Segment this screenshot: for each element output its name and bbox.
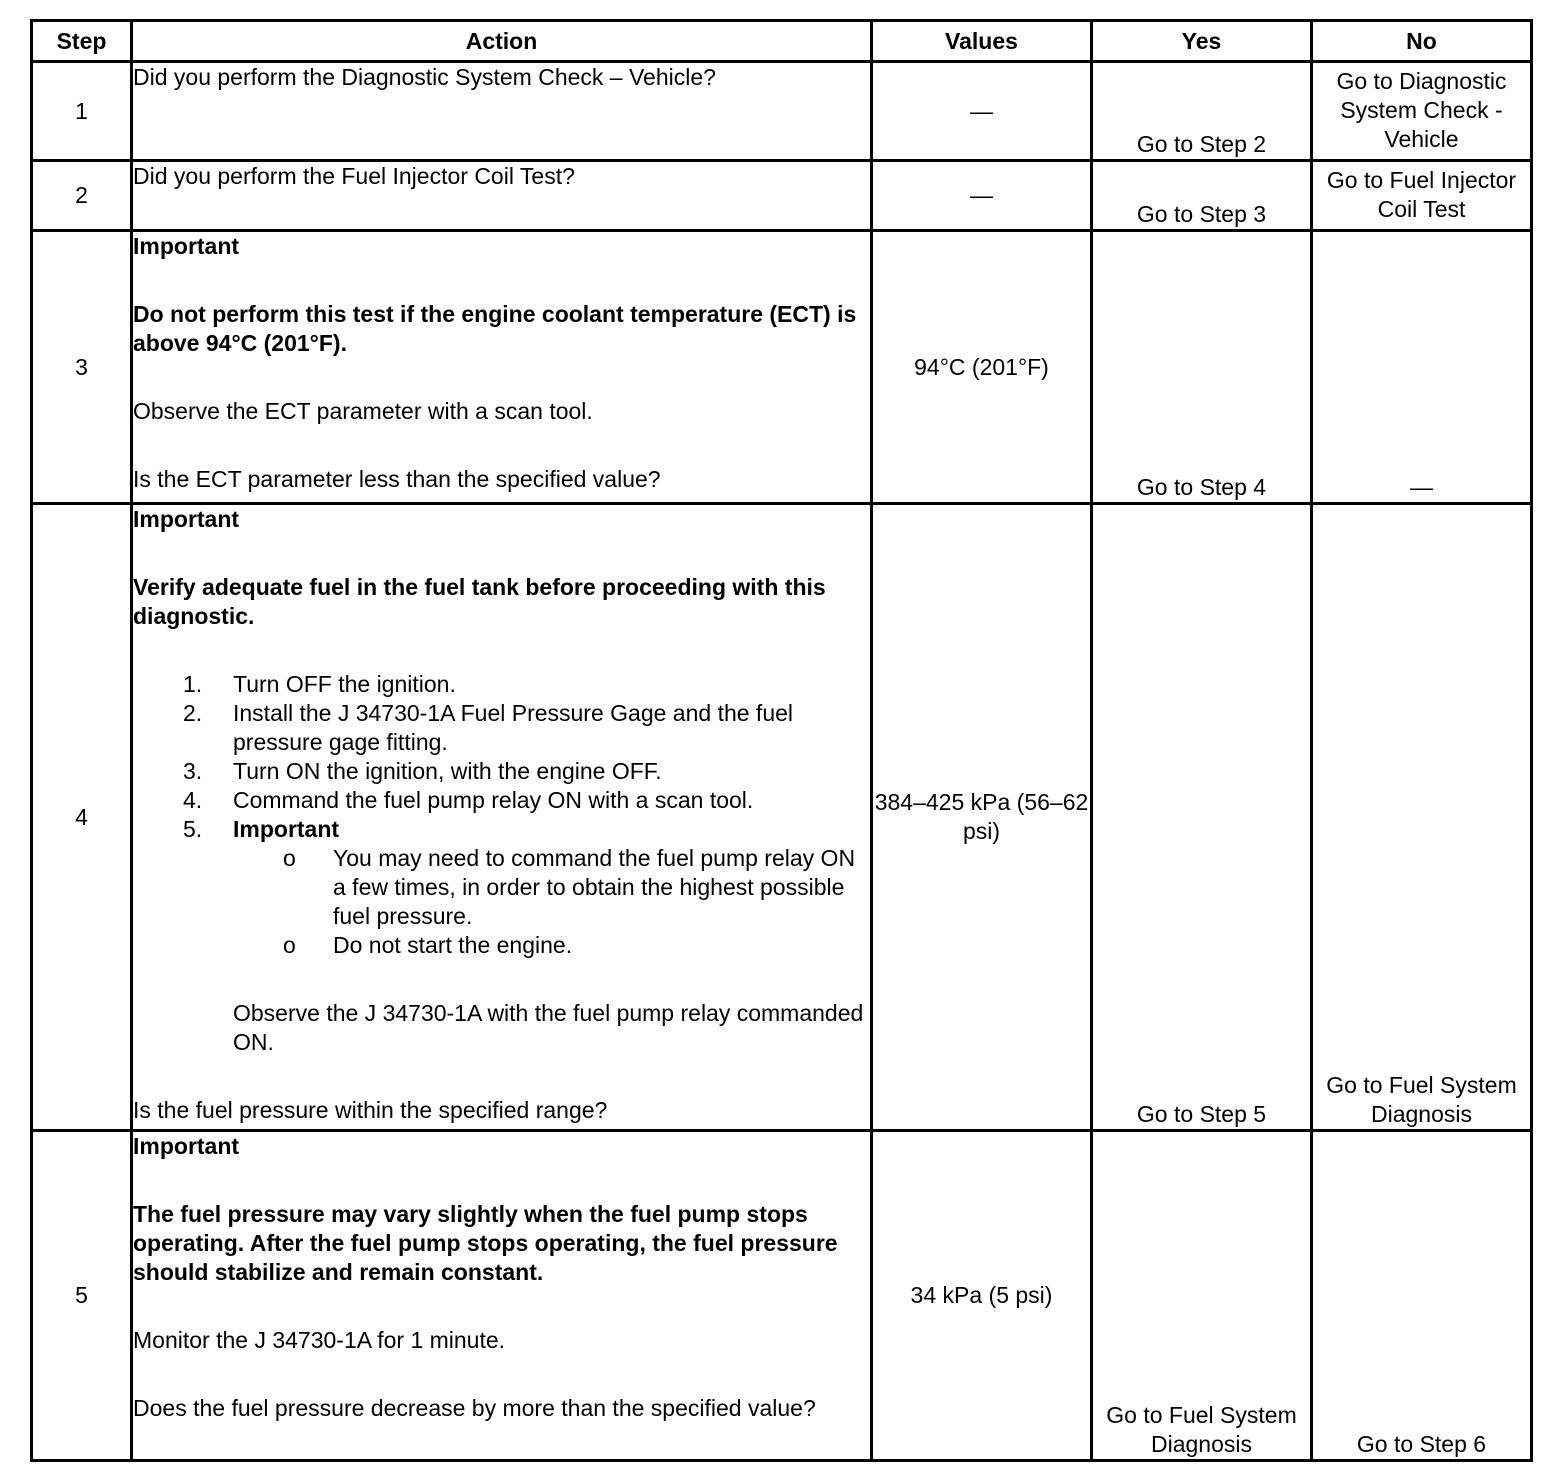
- header-no: No: [1312, 21, 1532, 62]
- bullet-list: [233, 844, 870, 960]
- yes-cell: Go to Step 3: [1092, 161, 1312, 231]
- question-text: Did you perform the Fuel Injector Coil Test?: [133, 163, 575, 189]
- question-text: Is the fuel pressure within the specified range?: [133, 1097, 608, 1123]
- header-row: [32, 21, 1532, 62]
- question-text: Is the ECT parameter less than the specified value?: [133, 466, 661, 492]
- step-number: 3: [32, 231, 132, 504]
- yes-cell: Go to Step 5: [1092, 504, 1312, 1131]
- header-action: Action: [132, 21, 872, 62]
- question-text: Did you perform the Diagnostic System Check – Vehicle?: [133, 64, 716, 90]
- table-row-step-5: [32, 1131, 1532, 1461]
- header-step: Step: [32, 21, 132, 62]
- step-number: 1: [32, 62, 132, 161]
- step-number: 5: [32, 1131, 132, 1461]
- instruction-text: Observe the ECT parameter with a scan tool.: [133, 398, 593, 424]
- important-text: Verify adequate fuel in the fuel tank before proceeding with this diagnostic.: [133, 574, 826, 629]
- list-item: 2. Install the J 34730-1A Fuel Pressure Gage and the fuel pressure gage fitting.: [183, 700, 794, 755]
- value-cell: 384–425 kPa (56–62 psi): [872, 504, 1092, 1131]
- list-item: 3. Turn ON the ignition, with the engine OFF.: [183, 758, 662, 784]
- important-text: Do not perform this test if the engine coolant temperature (ECT) is above 94°C (201°F).: [133, 301, 857, 356]
- diagnostic-table: [30, 19, 1533, 1462]
- list-item: 5. Important o You may need to command the fuel pump relay ON a few times, in order to obtain the highest possible fuel pressure. o Do not start the engine.: [133, 815, 870, 960]
- substep-list: [133, 670, 870, 960]
- question-text: Does the fuel pressure decrease by more than the specified value?: [133, 1395, 816, 1421]
- important-label: Important: [133, 233, 240, 259]
- value-cell: —: [872, 161, 1092, 231]
- header-values: Values: [872, 21, 1092, 62]
- value-cell: —: [872, 62, 1092, 161]
- important-label: Important: [133, 506, 240, 532]
- table-row-step-3: [32, 231, 1532, 504]
- action-cell: [132, 1131, 872, 1461]
- important-label: Important: [133, 1133, 240, 1159]
- yes-cell: Go to Step 4: [1092, 231, 1312, 504]
- action-cell: [132, 62, 872, 161]
- table-row-step-1: [32, 62, 1532, 161]
- important-text: The fuel pressure may vary slightly when the fuel pump stops operating. After the fuel pump stops operating, the fuel pressure should stabilize and remain constant.: [133, 1201, 838, 1285]
- observe-text: Observe the J 34730-1A with the fuel pump relay commanded ON.: [233, 1000, 864, 1055]
- no-cell: Go to Fuel System Diagnosis: [1312, 504, 1532, 1131]
- no-cell: Go to Step 6: [1312, 1131, 1532, 1461]
- no-cell: —: [1312, 231, 1532, 504]
- instruction-text: Monitor the J 34730-1A for 1 minute.: [133, 1327, 506, 1353]
- action-cell: [132, 161, 872, 231]
- list-item: 4. Command the fuel pump relay ON with a scan tool.: [183, 787, 754, 813]
- header-yes: Yes: [1092, 21, 1312, 62]
- action-cell: [132, 231, 872, 504]
- value-cell: 34 kPa (5 psi): [872, 1131, 1092, 1461]
- list-item: o You may need to command the fuel pump relay ON a few times, in order to obtain the highest possible fuel pressure.: [283, 845, 856, 929]
- step-number: 2: [32, 161, 132, 231]
- no-cell: Go to Fuel Injector Coil Test: [1312, 161, 1532, 231]
- no-cell: Go to Diagnostic System Check - Vehicle: [1312, 62, 1532, 161]
- table-row-step-4: [32, 504, 1532, 1131]
- step-number: 4: [32, 504, 132, 1131]
- action-cell: [132, 504, 872, 1131]
- yes-cell: Go to Step 2: [1092, 62, 1312, 161]
- table-row-step-2: [32, 161, 1532, 231]
- value-cell: 94°C (201°F): [872, 231, 1092, 504]
- yes-cell: Go to Fuel System Diagnosis: [1092, 1131, 1312, 1461]
- list-item: o Do not start the engine.: [283, 932, 573, 958]
- list-item: 1. Turn OFF the ignition.: [183, 671, 456, 697]
